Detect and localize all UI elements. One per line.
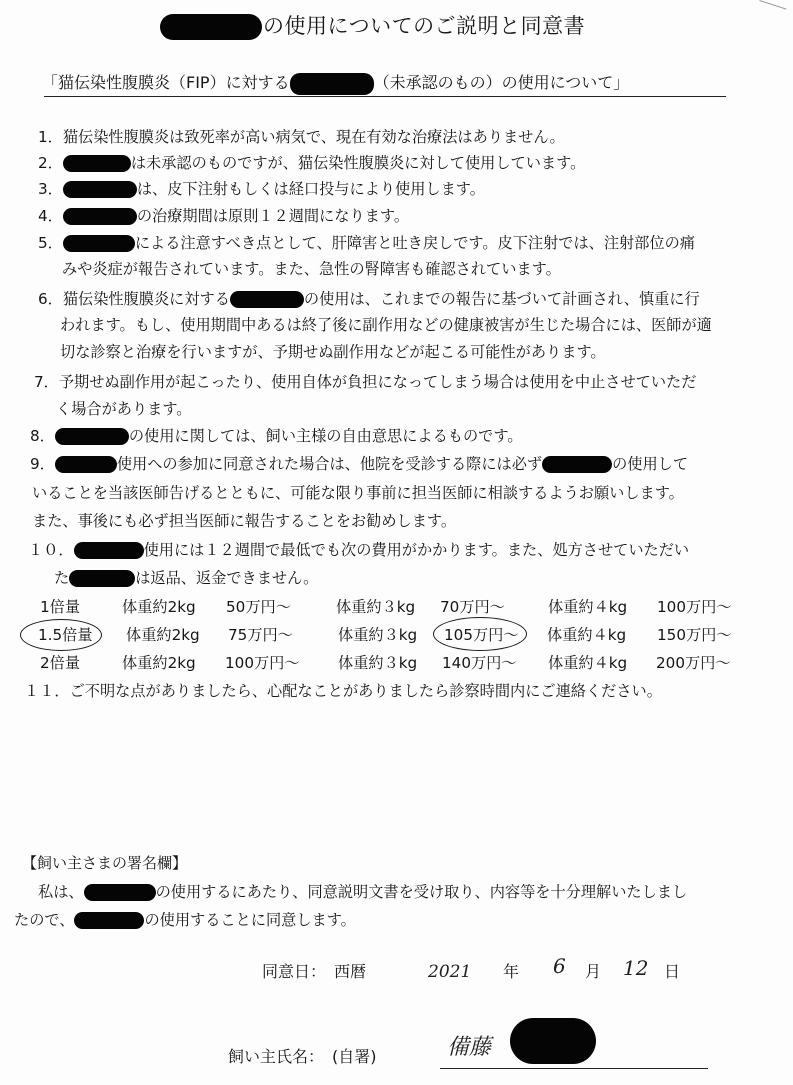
item-text: 切な診察と治療を行いますが、予期せぬ副作用などが起こる可能性があります。 bbox=[60, 343, 606, 361]
month-unit: 月 bbox=[585, 962, 602, 981]
weight-label: 体重約３kg bbox=[338, 654, 418, 672]
item-text: また、事後にも必ず担当医師に報告することをお勧めします。 bbox=[32, 512, 457, 530]
item-text: の使用に関しては、飼い主様の自由意思によるものです。 bbox=[128, 427, 523, 445]
price-value: 140万円～ bbox=[442, 654, 517, 672]
price-value: 75万円～ bbox=[228, 626, 293, 644]
redaction-block bbox=[63, 181, 137, 198]
subtitle-text-after: （未承認のもの）の使用について」 bbox=[373, 73, 630, 92]
item-number: １０． bbox=[28, 541, 74, 559]
signature-line bbox=[440, 1068, 708, 1069]
list-item bbox=[34, 370, 696, 394]
item-text: く場合があります。 bbox=[56, 400, 192, 418]
item-text: た bbox=[54, 569, 70, 587]
item-text: 1．猫伝染性腹膜炎は致死率が高い病気で、現在有効な治療法はありません。 bbox=[38, 128, 565, 146]
subtitle-text-before: 「猫伝染性腹膜炎（FIP）に対する bbox=[42, 73, 290, 92]
list-item bbox=[30, 452, 688, 476]
item-text: 使用への参加に同意された場合は、他院を受診する際には必ず bbox=[116, 455, 543, 473]
list-item bbox=[38, 231, 695, 255]
item-number: 5． bbox=[38, 234, 63, 252]
item-number: 2． bbox=[38, 154, 63, 172]
redaction-block bbox=[63, 235, 135, 252]
weight-label: 体重約４kg bbox=[548, 598, 628, 616]
owner-name-label: 飼い主氏名： (自署) bbox=[228, 1047, 377, 1066]
date-day-value: 12 bbox=[623, 956, 649, 980]
dose-label: 2倍量 bbox=[40, 654, 81, 672]
list-item bbox=[38, 125, 565, 149]
price-value: 100万円～ bbox=[225, 654, 300, 672]
title-text: の使用についてのご説明と同意書 bbox=[263, 14, 586, 38]
redaction-block bbox=[160, 14, 262, 40]
handwritten-circle-mark bbox=[433, 617, 527, 651]
list-item-continuation bbox=[56, 397, 191, 421]
consent-text: たので、 bbox=[14, 911, 75, 929]
owner-section-heading: 【飼い主さまの署名欄】 bbox=[22, 854, 188, 872]
list-item bbox=[30, 424, 523, 448]
consent-text: 私は、 bbox=[38, 883, 84, 901]
list-item bbox=[38, 177, 485, 201]
redaction-block bbox=[74, 542, 144, 559]
redaction-block bbox=[230, 291, 304, 308]
item-text: 使用には１２週間で最低でも次の費用がかかります。また、処方させていただい bbox=[143, 541, 690, 559]
dose-label: 1.5倍量 bbox=[38, 626, 93, 644]
item-number: 3． bbox=[38, 180, 63, 198]
list-item-continuation bbox=[60, 313, 712, 337]
item-text: の使用して bbox=[612, 455, 689, 473]
redaction-block bbox=[290, 73, 374, 95]
redaction-block bbox=[63, 155, 131, 172]
list-item bbox=[38, 287, 700, 311]
price-value: 150万円～ bbox=[657, 626, 732, 644]
redaction-block bbox=[84, 884, 156, 901]
redaction-block bbox=[542, 456, 612, 473]
weight-label: 体重約2kg bbox=[122, 598, 196, 616]
redaction-block bbox=[55, 428, 129, 445]
redaction-block bbox=[69, 570, 135, 587]
item-text: は、皮下注射もしくは経口投与により使用します。 bbox=[136, 180, 485, 198]
page-corner-mark bbox=[756, 0, 787, 21]
day-unit: 日 bbox=[664, 962, 681, 981]
document-title bbox=[160, 10, 585, 40]
weight-label: 体重約2kg bbox=[126, 626, 200, 644]
dose-label: 1倍量 bbox=[40, 598, 81, 616]
list-item bbox=[38, 204, 409, 228]
price-value: 200万円～ bbox=[656, 654, 731, 672]
date-month-value: 6 bbox=[553, 954, 566, 978]
list-item-continuation bbox=[32, 481, 684, 505]
redaction-block bbox=[510, 1018, 596, 1064]
item-text: の使用は、これまでの報告に基づいて計画され、慎重に行 bbox=[303, 290, 700, 308]
consent-text: の使用するにあたり、同意説明文書を受け取り、内容等を十分理解いたしまし bbox=[155, 883, 688, 901]
document-subtitle bbox=[42, 70, 629, 95]
date-label: 同意日： 西暦 bbox=[262, 962, 367, 981]
redaction-block bbox=[63, 208, 137, 225]
subtitle-underline bbox=[44, 96, 726, 97]
item-text: われます。もし、使用期間中あるは終了後に副作用などの健康被害が生じた場合には、医師が適 bbox=[60, 316, 712, 334]
redaction-block bbox=[74, 912, 144, 929]
price-value: 70万円～ bbox=[440, 598, 505, 616]
weight-label: 体重約４kg bbox=[548, 654, 628, 672]
weight-label: 体重約４kg bbox=[547, 626, 627, 644]
item-text: 7．予期せぬ副作用が起こったり、使用自体が負担になってしまう場合は使用を中止させていただ bbox=[34, 373, 697, 391]
item-text: 6．猫伝染性腹膜炎に対する bbox=[38, 290, 230, 308]
weight-label: 体重約３kg bbox=[338, 626, 418, 644]
list-item-continuation bbox=[54, 566, 318, 590]
price-value: 100万円～ bbox=[657, 598, 732, 616]
price-value: 105万円～ bbox=[444, 626, 519, 644]
item-text: は返品、返金できません。 bbox=[135, 569, 319, 587]
item-text: の治療期間は原則１２週間になります。 bbox=[136, 207, 410, 225]
weight-label: 体重約３kg bbox=[336, 598, 416, 616]
list-item-continuation bbox=[60, 340, 606, 364]
owner-consent-line bbox=[38, 880, 687, 904]
owner-consent-line bbox=[14, 908, 356, 932]
item-number: 9． bbox=[30, 455, 55, 473]
list-item-continuation bbox=[62, 257, 561, 281]
handwritten-circle-mark bbox=[20, 619, 102, 651]
item-text: みや炎症が報告されています。また、急性の腎障害も確認されています。 bbox=[62, 260, 561, 278]
item-text: は未承認のものですが、猫伝染性腹膜炎に対して使用しています。 bbox=[130, 154, 586, 172]
year-unit: 年 bbox=[503, 962, 520, 981]
weight-label: 体重約2kg bbox=[122, 654, 196, 672]
list-item bbox=[28, 538, 689, 562]
item-text: いることを当該医師告げるとともに、可能な限り事前に担当医師に相談するようお願いします。 bbox=[32, 484, 684, 502]
item-text: による注意すべき点として、肝障害と吐き戻しです。皮下注射では、注射部位の痛 bbox=[134, 234, 695, 252]
consent-text: の使用することに同意します。 bbox=[144, 911, 356, 929]
redaction-block bbox=[55, 456, 117, 473]
signature-surname: 備藤 bbox=[447, 1035, 492, 1060]
date-year-value: 2021 bbox=[428, 962, 472, 982]
item-number: 8． bbox=[30, 427, 55, 445]
item-text: １１．ご不明な点がありましたら、心配なことがありましたら診察時間内にご連絡ください。 bbox=[24, 682, 662, 700]
list-item bbox=[24, 679, 662, 703]
price-value: 50万円～ bbox=[226, 598, 291, 616]
list-item bbox=[38, 151, 585, 175]
list-item-continuation bbox=[32, 509, 456, 533]
item-number: 4． bbox=[38, 207, 63, 225]
